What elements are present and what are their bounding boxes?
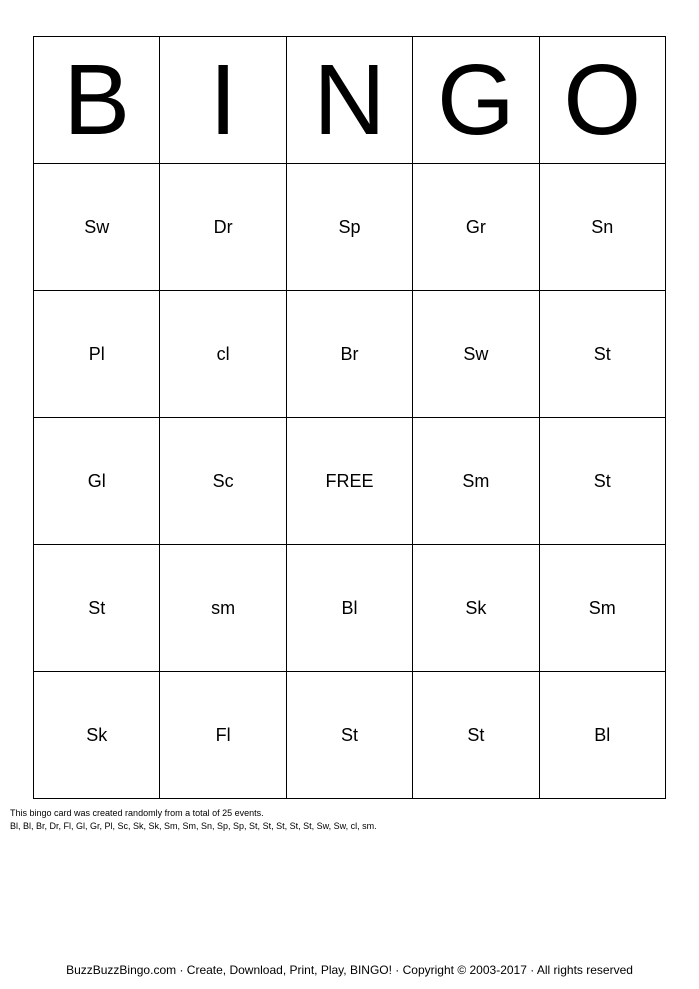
bingo-header-row [34,37,666,164]
bingo-row [34,291,666,418]
header-letter-g: G [413,37,539,164]
bingo-card [33,36,666,799]
bingo-row [34,164,666,291]
bingo-cell: Sk [34,672,160,799]
bingo-cell: Sw [413,291,539,418]
header-letter-n: N [286,37,412,164]
bingo-cell: St [286,672,412,799]
bingo-cell: Sc [160,418,286,545]
bingo-cell: Bl [539,672,665,799]
bingo-cell: St [413,672,539,799]
header-letter-b: B [34,37,160,164]
bingo-row [34,672,666,799]
event-list: Bl, Bl, Br, Dr, Fl, Gl, Gr, Pl, Sc, Sk, Sk, Sm, Sm, Sn, Sp, Sp, St, St, St, St, St, Sw, Sw, cl, sm. [10,821,377,831]
bingo-cell: St [539,418,665,545]
bingo-cell: Gr [413,164,539,291]
bingo-cell: cl [160,291,286,418]
free-space-cell: FREE [286,418,412,545]
bingo-row [34,545,666,672]
bingo-row [34,418,666,545]
bingo-cell: Fl [160,672,286,799]
bingo-cell: Sm [539,545,665,672]
card-generation-note: This bingo card was created randomly from a total of 25 events. [10,808,264,818]
bingo-cell: Sm [413,418,539,545]
bingo-cell: Pl [34,291,160,418]
bingo-cell: Sk [413,545,539,672]
bingo-cell: Sw [34,164,160,291]
bingo-cell: Gl [34,418,160,545]
bingo-cell: Bl [286,545,412,672]
bingo-cell: Dr [160,164,286,291]
bingo-cell: St [539,291,665,418]
header-letter-i: I [160,37,286,164]
copyright-footer: BuzzBuzzBingo.com · Create, Download, Print, Play, BINGO! · Copyright © 2003-2017 · All rights reserved [66,963,633,977]
bingo-cell: Sp [286,164,412,291]
bingo-cell: St [34,545,160,672]
bingo-cell: sm [160,545,286,672]
bingo-cell: Br [286,291,412,418]
header-letter-o: O [539,37,665,164]
bingo-cell: Sn [539,164,665,291]
